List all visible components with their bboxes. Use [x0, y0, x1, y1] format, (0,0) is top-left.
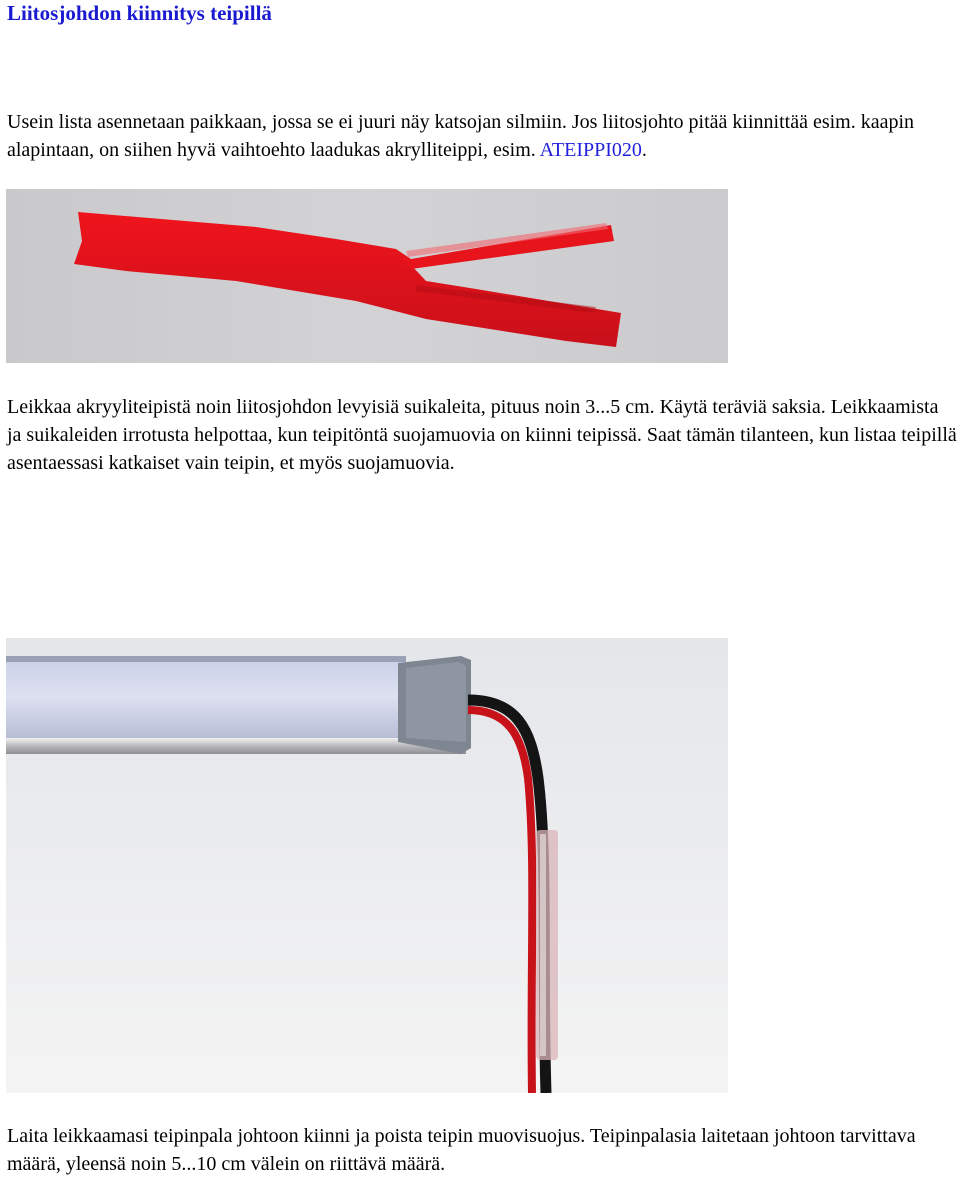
final-paragraph: Laita leikkaamasi teipinpala johtoon kiinni ja poista teipin muovisuojus. Teipinpalasia laitetaan johtoon tarvittava määrä, yleensä noin 5...10 cm välein on riittävä määrä. — [7, 1125, 916, 1175]
tape-strips-photo — [6, 189, 728, 363]
intro-text-end: . — [641, 139, 647, 161]
page-heading: Liitosjohdon kiinnitys teipillä — [7, 1, 272, 25]
led-strip-cable-photo — [6, 638, 728, 1093]
instruction-paragraph: Leikkaa akryyliteipistä noin liitosjohdon levyisiä suikaleita, pituus noin 3...5 cm. Käytä teräviä saksia. Leikkaamista ja suikaleiden irrotusta helpottaa, kun teipitöntä suojamuovia on kiinni teipissä. Saat tämän tilanteen, kun listaa teipillä asentaessasi katkaiset vain teipin, et myös suojamuovia. — [7, 396, 957, 474]
intro-paragraph — [7, 108, 960, 164]
intro-text: Usein lista asennetaan paikkaan, jossa se ei juuri näy katsojan silmiin. Jos liitosjohto pitää kiinnittää esim. kaapin alapintaan, on siihen hyvä vaihtoehto laadukas akrylliteippi, esim. — [7, 111, 915, 161]
product-link[interactable]: ATEIPPI020 — [539, 139, 642, 161]
